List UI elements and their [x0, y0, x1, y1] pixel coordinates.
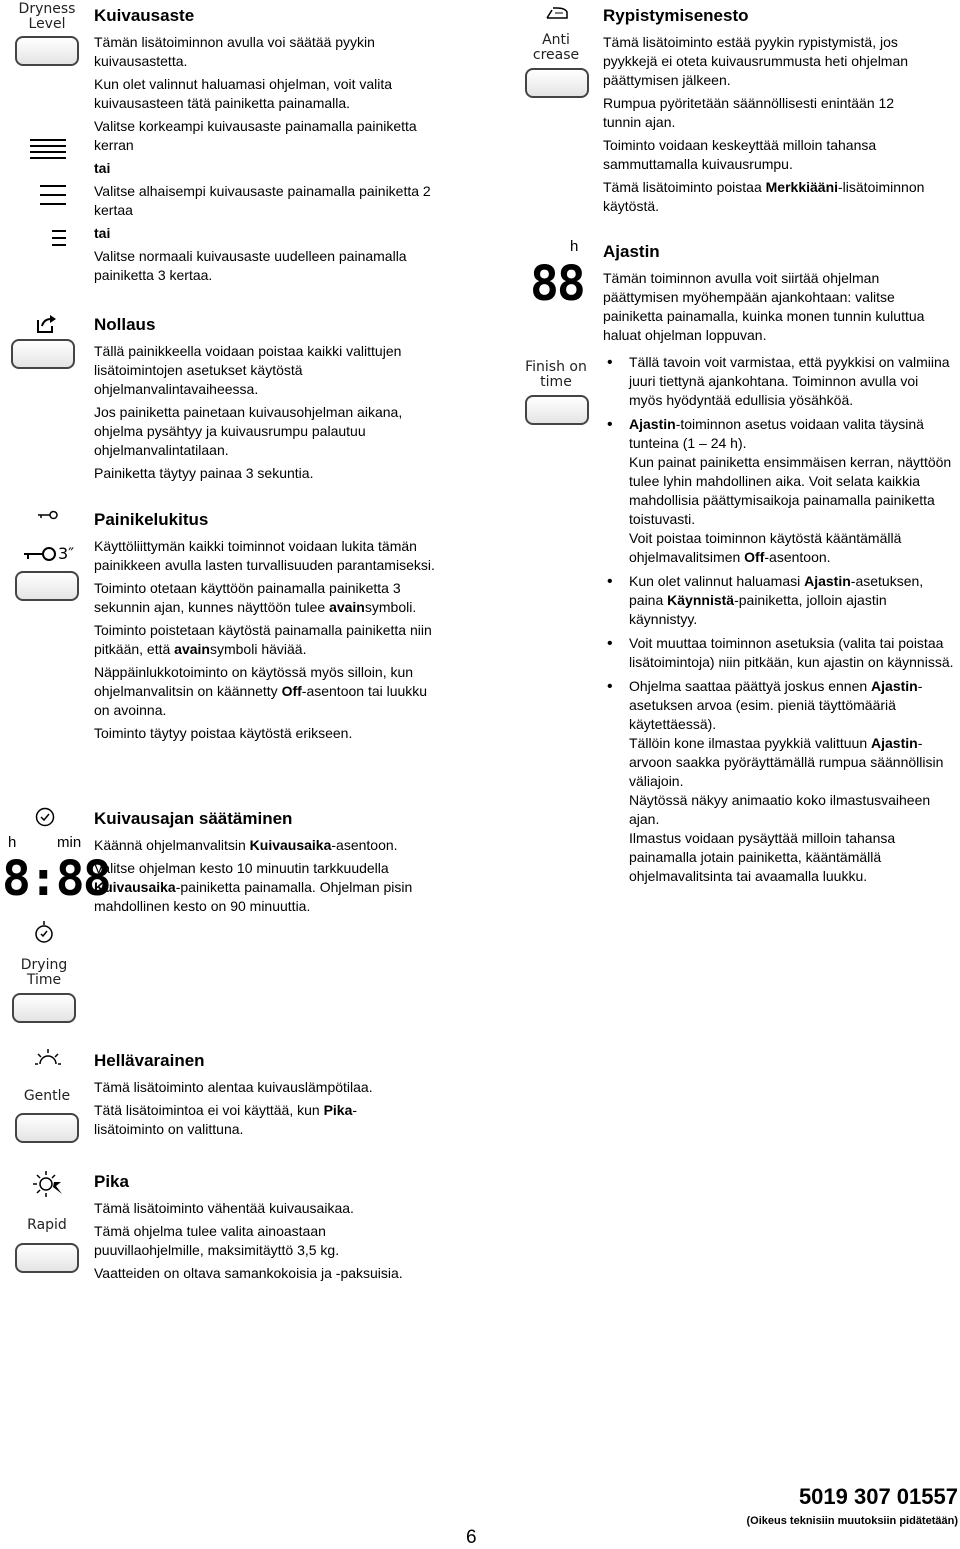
- kuivausaika-title: Kuivausajan säätäminen: [94, 809, 293, 828]
- key-icon: [38, 508, 58, 522]
- ajastin-title: Ajastin: [603, 242, 660, 261]
- rypistymisenesto-p4: Tämä lisätoiminto poistaa Merkkiääni-lisätoiminnon käytöstä.: [603, 179, 925, 214]
- kuivausaste-tai-1: tai: [94, 160, 111, 176]
- ajastin-bullet-list: [603, 353, 955, 886]
- painikelukitus-p2: Toiminto otetaan käyttöön painamalla painiketta 3 sekunnin ajan, kunnes näyttöön tulee avainsymboli.: [94, 580, 417, 615]
- nollaus-p1: Tällä painikkeella voidaan poistaa kaikki valittujen lisätoimintojen asetukset käytöstä ohjelmanvalintavaiheessa.: [94, 343, 402, 397]
- kuivausaste-p3: Valitse korkeampi kuivausaste painamalla painiketta kerran: [94, 118, 417, 153]
- nollaus-p2: Jos painiketta painetaan kuivausohjelman aikana, ohjelma pysähtyy ja kuivausrumpu palautuu ohjelmanvalintatilaan.: [94, 404, 403, 458]
- kuivausaste-p4: Valitse alhaisempi kuivausaste painamalla painiketta 2 kertaa: [94, 183, 431, 218]
- anti-crease-iron-icon: [543, 6, 571, 20]
- footer-note: (Oikeus teknisiin muutoksiin pidätetään): [746, 1515, 958, 1527]
- rypistymisenesto-p2: Rumpua pyöritetään säännöllisesti enintään 12 tunnin ajan.: [603, 95, 895, 130]
- gentle-sun-icon: [35, 1048, 61, 1070]
- painikelukitus-p3: Toiminto poistetaan käytöstä painamalla painiketta niin pitkään, että avainsymboli häviää.: [94, 622, 432, 657]
- ajastin-bullet-5: • Ohjelma saattaa päättyä joskus ennen Ajastin-asetuksen arvoa (esim. pieniä täyttömääriä käytettäessä). Tällöin kone ilmastaa pyykkiä valittuun Ajastin-arvoon saakka pyöräyttämällä rumpua säännöllisin väliajoin. Näytössä näkyy animaatio koko ilmastusvaiheen ajan. Ilmastus voidaan pysäyttää milloin tahansa painamalla jotain painiketta, kääntämällä ohjelmavalitsinta tai avaamalla luukku.: [603, 677, 955, 886]
- dryness-normal-icon: [52, 229, 66, 247]
- kuivausaika-p2: Valitse ohjelman kesto 10 minuutin tarkkuudella Kuivausaika-painiketta painamalla. Ohjelman pisin mahdollinen kesto on 90 minuuttia.: [94, 860, 413, 914]
- kuivausaika-p1: Käännä ohjelmanvalitsin Kuivausaika-asentoon.: [94, 837, 398, 853]
- painikelukitus-p4: Näppäinlukkotoiminto on käytössä myös silloin, kun ohjelmanvalitsin on käännetty Off-asentoon tai luukku on avoinna.: [94, 664, 428, 718]
- drying-time-min-label: min: [57, 834, 82, 851]
- reset-icon: [36, 314, 58, 334]
- ajastin-bullet-1: • Tällä tavoin voit varmistaa, että pyykkisi on valmiina juuri tiettynä ajankohtana. Toiminnon avulla voi myös hyödyntää edullisia yösähköä.: [603, 353, 955, 410]
- rypistymisenesto-title: Rypistymisenesto: [603, 6, 749, 25]
- dryness-high-icon: [30, 138, 66, 160]
- painikelukitus-title: Painikelukitus: [94, 510, 209, 529]
- section-pika: [94, 1172, 439, 1287]
- pika-p3: Vaatteiden on oltava samankokoisia ja -paksuisia.: [94, 1265, 403, 1281]
- drying-time-label: Drying Time: [20, 957, 68, 988]
- ajastin-bullet-4: • Voit muuttaa toiminnon asetuksia (valita tai poistaa lisätoimintoja) niin pitkään, kun ajastin on käynnissä.: [603, 634, 955, 672]
- dryness-level-button[interactable]: [15, 36, 79, 66]
- section-nollaus: [94, 315, 439, 487]
- nollaus-title: Nollaus: [94, 315, 156, 334]
- finish-time-display: 88: [530, 256, 584, 312]
- clock-icon: [35, 807, 55, 827]
- anti-crease-button[interactable]: [525, 68, 589, 98]
- hellavarainen-p2: Tätä lisätoimintoa ei voi käyttää, kun Pika-lisätoiminto on valittuna.: [94, 1102, 358, 1137]
- rapid-label: Rapid: [27, 1217, 67, 1233]
- key-lock-3s-icon: [24, 544, 56, 564]
- section-kuivausaste: [94, 6, 439, 289]
- kuivausaste-p5: Valitse normaali kuivausaste uudelleen painamalla painiketta 3 kertaa.: [94, 248, 407, 283]
- pika-p2: Tämä ohjelma tulee valita ainoastaan puuvillaohjelmille, maksimitäyttö 3,5 kg.: [94, 1223, 340, 1258]
- finish-time-h-label: h: [570, 238, 579, 255]
- kuivausaste-p2: Kun olet valinnut haluamasi ohjelman, voit valita kuivausasteen tätä painiketta painamalla.: [94, 76, 393, 111]
- gentle-button[interactable]: [15, 1113, 79, 1143]
- stopwatch-icon: [34, 920, 54, 944]
- key-lock-3s-label: 3″: [58, 544, 75, 563]
- section-rypistymisenesto: [603, 6, 955, 220]
- key-lock-button[interactable]: [15, 571, 79, 601]
- rypistymisenesto-p3: Toiminto voidaan keskeyttää milloin tahansa sammuttamalla kuivausrumpu.: [603, 137, 877, 172]
- kuivausaste-tai-2: tai: [94, 225, 111, 241]
- rapid-sun-icon: [33, 1170, 63, 1198]
- hellavarainen-title: Hellävarainen: [94, 1051, 205, 1070]
- document-number: 5019 307 01557: [798, 1484, 958, 1509]
- section-painikelukitus: [94, 510, 439, 747]
- section-ajastin: [603, 242, 955, 891]
- pika-title: Pika: [94, 1172, 129, 1191]
- dryness-low-icon: [40, 184, 66, 206]
- nollaus-p3: Painiketta täytyy painaa 3 sekuntia.: [94, 465, 314, 481]
- kuivausaste-p1: Tämän lisätoiminnon avulla voi säätää pyykin kuivausastetta.: [94, 34, 375, 69]
- drying-time-display: 8:88: [2, 851, 110, 907]
- ajastin-p1: Tämän toiminnon avulla voit siirtää ohjelman päättymisen myöhempään ajankohtaan: valitse painiketta painamalla, kuinka monen tunnin kuluttua haluat ohjelman loppuvan.: [603, 270, 925, 343]
- rapid-button[interactable]: [15, 1243, 79, 1273]
- reset-button[interactable]: [11, 339, 75, 369]
- hellavarainen-p1: Tämä lisätoiminto alentaa kuivauslämpötilaa.: [94, 1079, 373, 1095]
- anti-crease-label: Anti crease: [532, 32, 580, 63]
- pika-p1: Tämä lisätoiminto vähentää kuivausaikaa.: [94, 1200, 354, 1216]
- gentle-label: Gentle: [23, 1088, 71, 1104]
- section-kuivausaika: [94, 809, 439, 920]
- ajastin-bullet-2: • Ajastin-toiminnon asetus voidaan valita täysinä tunteina (1 – 24 h). Kun painat painiketta ensimmäisen kerran, näyttöön tulee lyhin mahdollinen aika. Voit selata kaikkia mahdollisia päättymisaikoja painamalla painiketta toistuvasti. Voit poistaa toiminnon käytöstä kääntämällä ohjelmavalitsimen Off-asentoon.: [603, 415, 955, 567]
- drying-time-h-label: h: [8, 834, 17, 851]
- drying-time-button[interactable]: [12, 993, 76, 1023]
- painikelukitus-p1: Käyttöliittymän kaikki toiminnot voidaan lukita tämän painikkeen avulla lasten turvallisuuden parantamiseksi.: [94, 538, 435, 573]
- page-number: 6: [466, 1527, 477, 1548]
- ajastin-bullet-3: • Kun olet valinnut haluamasi Ajastin-asetuksen, paina Käynnistä-painiketta, jolloin ajastin käynnistyy.: [603, 572, 955, 629]
- section-hellavarainen: [94, 1051, 439, 1143]
- finish-on-time-button[interactable]: [525, 395, 589, 425]
- dryness-level-label: Dryness Level: [18, 1, 76, 32]
- painikelukitus-p5: Toiminto täytyy poistaa käytöstä erikseen.: [94, 725, 353, 741]
- finish-on-time-label: Finish on time: [525, 359, 587, 390]
- kuivausaste-title: Kuivausaste: [94, 6, 195, 25]
- rypistymisenesto-p1: Tämä lisätoiminto estää pyykin rypistymistä, jos pyykkejä ei oteta kuivausrummusta heti ohjelman päättymisen jälkeen.: [603, 34, 909, 88]
